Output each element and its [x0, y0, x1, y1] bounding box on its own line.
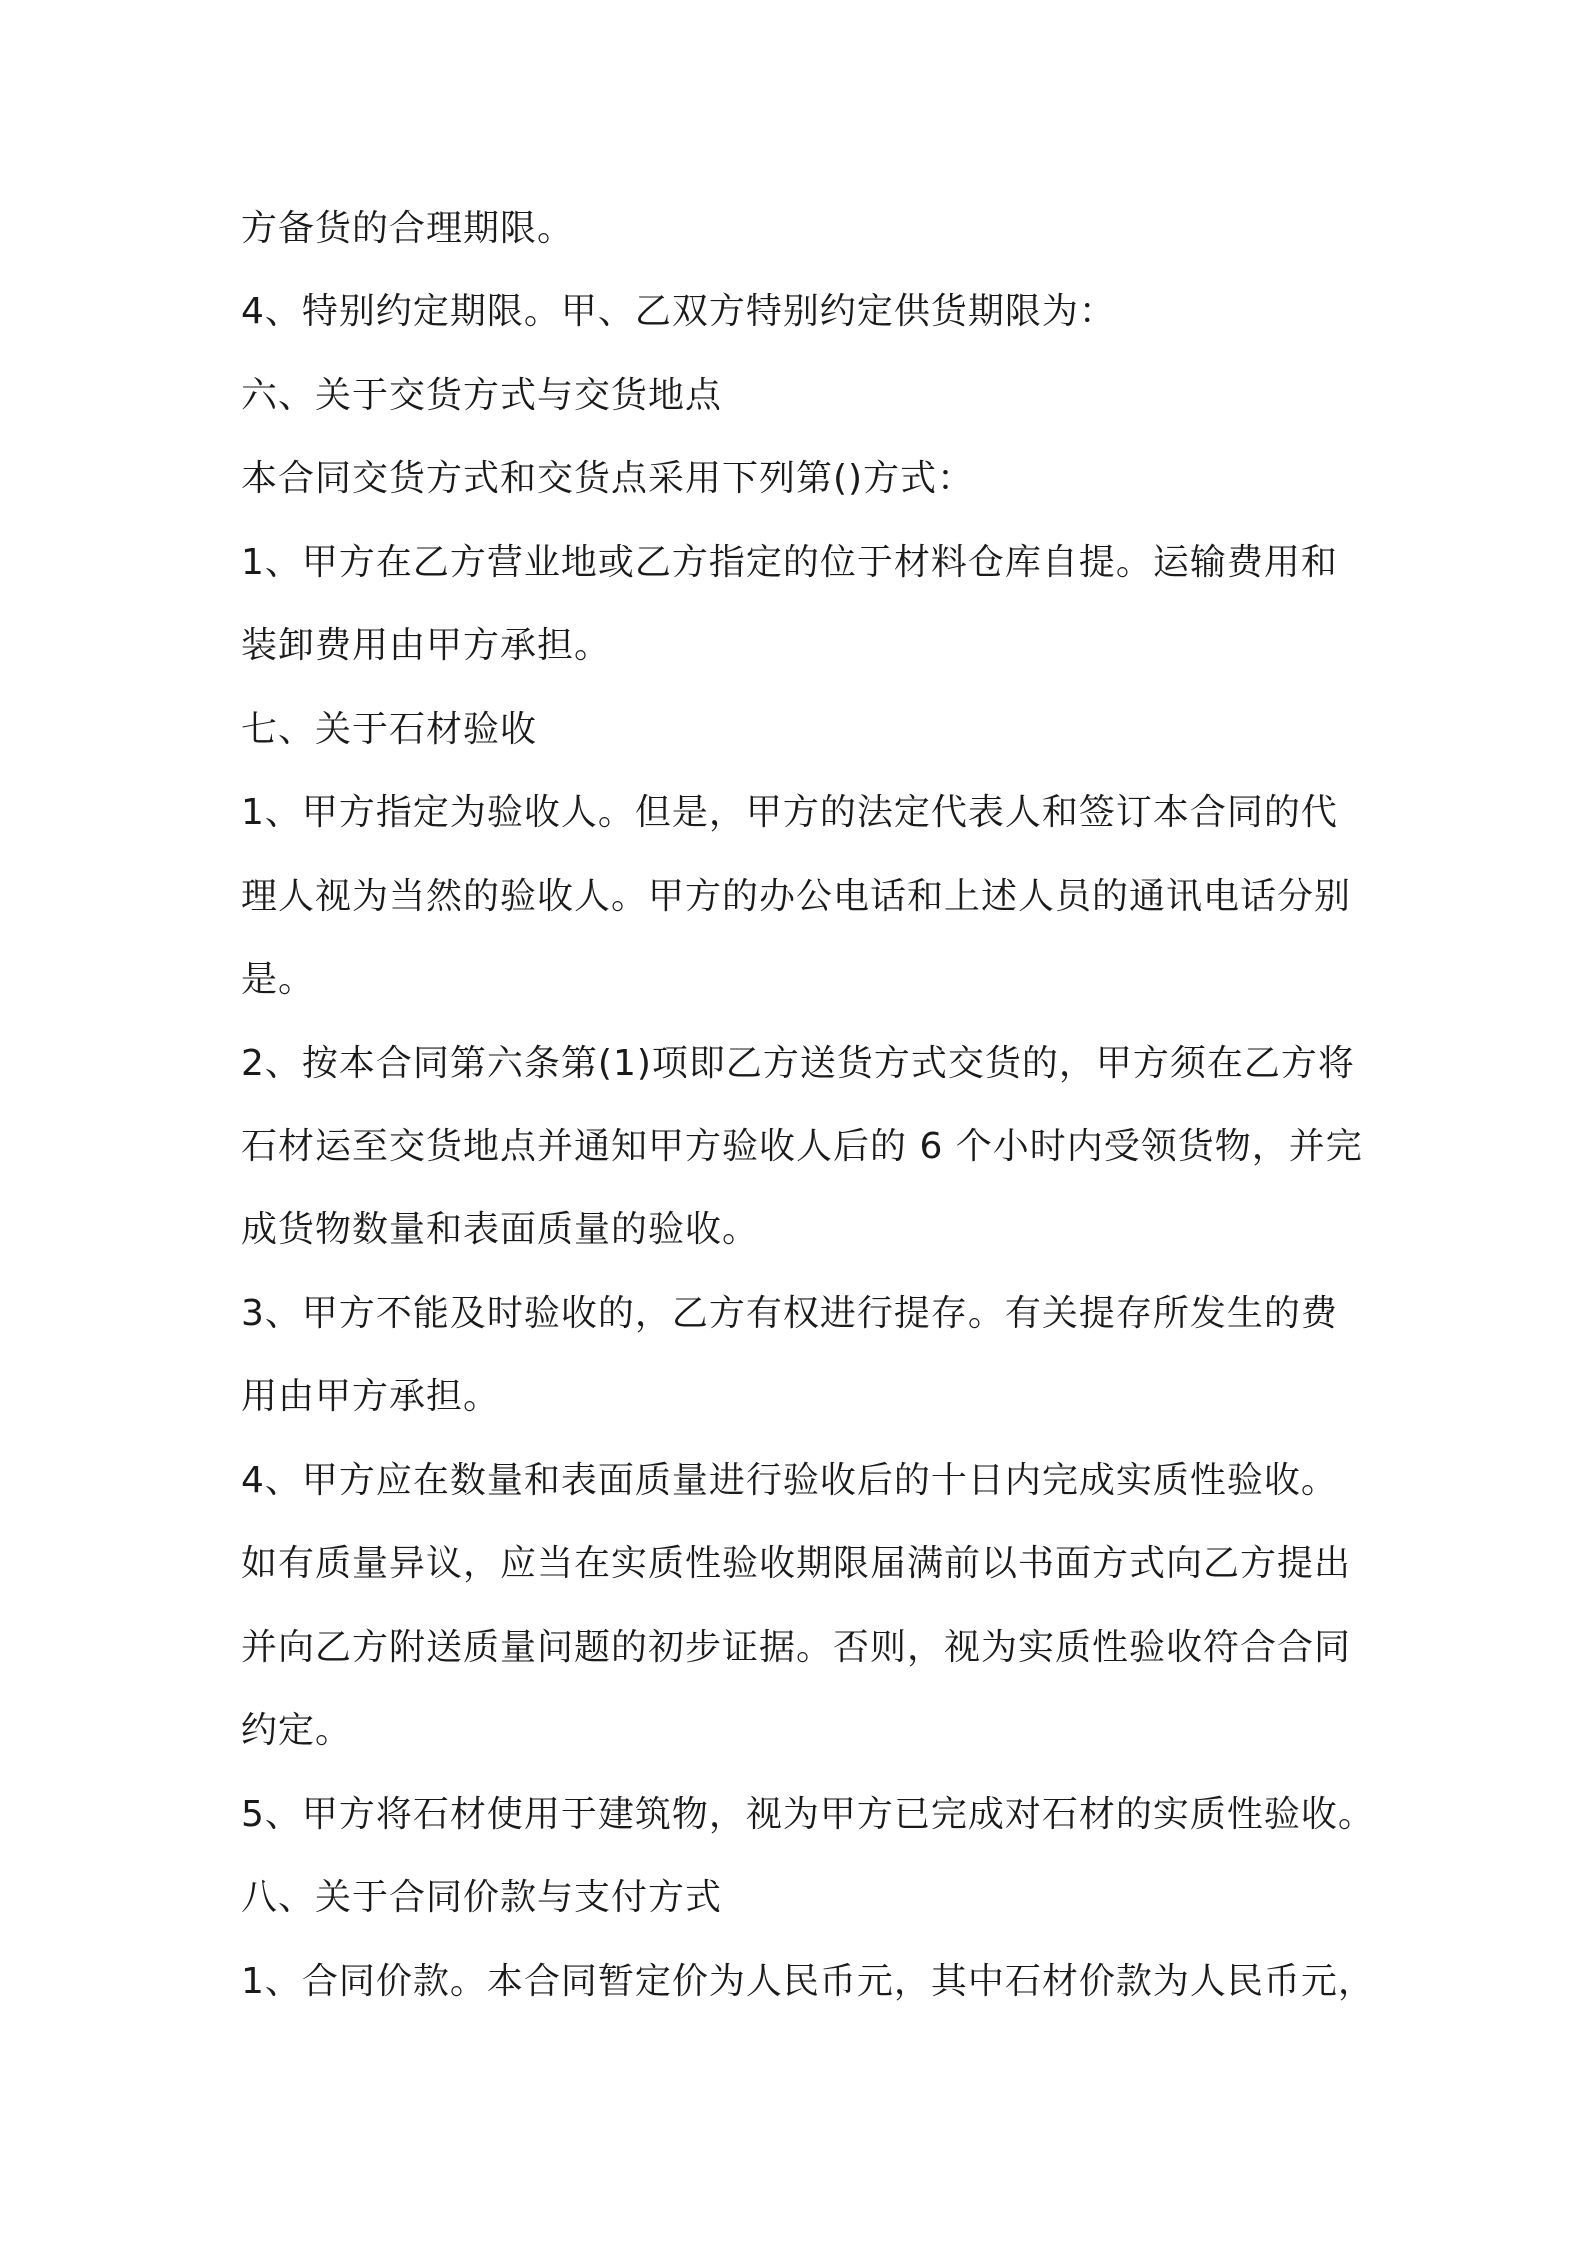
section-heading-8: 八、关于合同价款与支付方式 — [241, 1877, 723, 1918]
text-line-19: 约定。 — [241, 1710, 353, 1751]
text-line-22: 1、合同价款。本合同暂定价为人民币元，其中石材价款为人民币元， — [241, 1961, 1375, 2002]
text-line-9: 理人视为当然的验收人。甲方的办公电话和上述人员的通讯电话分别 — [241, 876, 1352, 917]
text-line-8: 1、甲方指定为验收人。但是，甲方的法定代表人和签订本合同的代 — [241, 792, 1338, 833]
text-line-14: 3、甲方不能及时验收的，乙方有权进行提存。有关提存所发生的费 — [241, 1293, 1338, 1334]
text-line-5: 1、甲方在乙方营业地或乙方指定的位于材料仓库自提。运输费用和 — [241, 542, 1338, 583]
text-line-11: 2、按本合同第六条第(1)项即乙方送货方式交货的，甲方须在乙方将 — [241, 1043, 1355, 1084]
section-heading-6: 六、关于交货方式与交货地点 — [241, 375, 723, 416]
text-line-2: 4、特别约定期限。甲、乙双方特别约定供货期限为： — [241, 291, 1116, 332]
text-line-13: 成货物数量和表面质量的验收。 — [241, 1209, 760, 1250]
text-line-20: 5、甲方将石材使用于建筑物，视为甲方已完成对石材的实质性验收。 — [241, 1794, 1375, 1835]
text-line-4: 本合同交货方式和交货点采用下列第()方式： — [241, 458, 975, 499]
text-line-15: 用由甲方承担。 — [241, 1376, 501, 1417]
text-line-10: 是。 — [241, 959, 316, 1000]
text-line-17: 如有质量异议，应当在实质性验收期限届满前以书面方式向乙方提出 — [241, 1543, 1352, 1584]
text-line-16: 4、甲方应在数量和表面质量进行验收后的十日内完成实质性验收。 — [241, 1460, 1338, 1501]
text-line-1: 方备货的合理期限。 — [241, 208, 575, 249]
text-line-6: 装卸费用由甲方承担。 — [241, 625, 612, 666]
section-heading-7: 七、关于石材验收 — [241, 709, 538, 750]
text-line-12: 石材运至交货地点并通知甲方验收人后的 6 个小时内受领货物，并完 — [241, 1126, 1363, 1167]
text-line-18: 并向乙方附送质量问题的初步证据。否则，视为实质性验收符合合同 — [241, 1627, 1352, 1668]
